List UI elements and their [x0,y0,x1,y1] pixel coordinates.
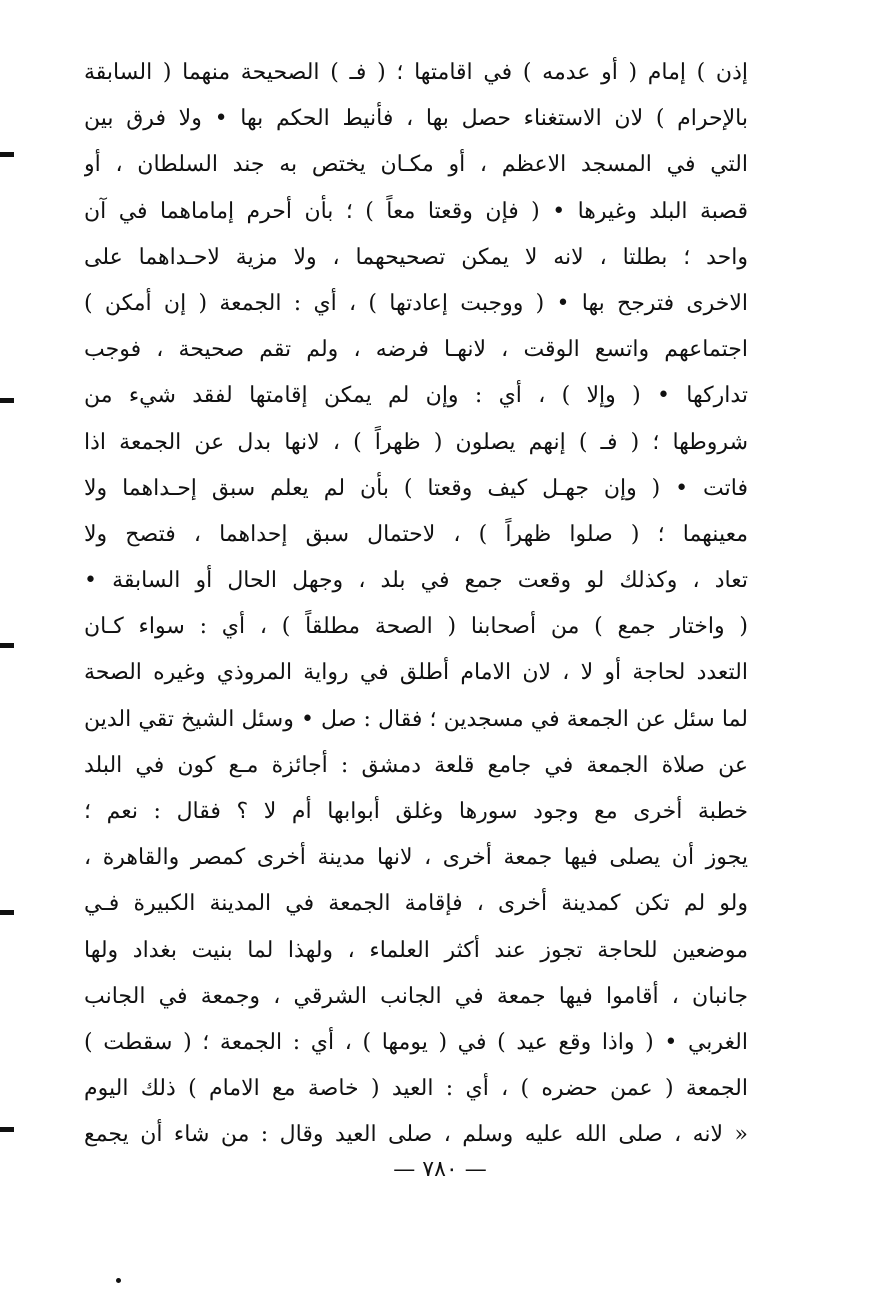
text-line: الجمعة ( عمن حضره ) ، أي : العيد ( خاصة مع الامام ) ذلك اليوم [84,1076,748,1102]
margin-mark [0,1127,14,1132]
margin-mark [0,643,14,648]
text-line: عن صلاة الجمعة في جامع قلعة دمشق : أجائزة مـع كون في البلد [84,752,748,778]
text-line: قصبة البلد وغيرها • ( فإن وقعتا معاً ) ؛ بأن أحرم إماماهما في آن [84,198,748,224]
text-line: موضعين للحاجة تجوز عند أكثر العلماء ، ولهذا لما بنيت بغداد ولها [84,937,748,963]
page-text-block [84,50,748,1159]
text-line: تعاد ، وكذلك لو وقعت جمع في بلد ، وجهل الحال أو السابقة • [84,568,748,594]
text-line: خطبة أخرى مع وجود سورها وغلق أبوابها أم لا ؟ فقال : نعم ؛ [84,799,748,824]
text-line: يجوز أن يصلى فيها جمعة أخرى ، لانها مدينة أخرى كمصر والقاهرة ، [84,845,748,871]
text-line: ( واختار جمع ) من أصحابنا ( الصحة مطلقاً ) ، أي : سواء كـان [84,614,748,640]
text-line: واحد ؛ بطلتا ، لانه لا يمكن تصحيحهما ، ولا مزية لاحـداهما على [84,244,748,270]
text-line: فاتت • ( وإن جهـل كيف وقعتا ) بأن لم يعلم سبق إحـداهما ولا [84,475,748,501]
text-line: الاخرى فترجح بها • ( ووجبت إعادتها ) ، أي : الجمعة ( إن أمكن ) [84,290,748,316]
text-line: بالإحرام ) لان الاستغناء حصل بها ، فأنيط الحكم بها • ولا فرق بين [84,106,748,132]
text-line: تداركها • ( وإلا ) ، أي : وإن لم يمكن إقامتها لفقد شيء من [84,383,748,409]
text-line: معينهما ؛ ( صلوا ظهراً ) ، لاحتمال سبق إحداهما ، فتصح ولا [84,521,748,547]
page-number: — ٧٨٠ — [393,1157,487,1182]
text-line: اجتماعهم واتسع الوقت ، لانهـا فرضه ، ولم تقم صحيحة ، فوجب [84,337,748,363]
text-line: ولو لم تكن كمدينة أخرى ، فإقامة الجمعة في المدينة الكبيرة فـي [84,891,748,917]
margin-mark [0,398,14,403]
text-line: التي في المسجد الاعظم ، أو مكـان يختص به جند السلطان ، أو [84,152,748,178]
text-line: شروطها ؛ ( فـ ) إنهم يصلون ( ظهراً ) ، لانها بدل عن الجمعة اذا [84,429,748,455]
ink-speck [116,1278,121,1283]
text-line: لما سئل عن الجمعة في مسجدين ؛ فقال : صل • وسئل الشيخ تقي الدين [84,706,748,732]
text-line: التعدد لحاجة أو لا ، لان الامام أطلق في رواية المروذي وغيره الصحة [84,660,748,686]
margin-mark [0,152,14,157]
text-line: إذن ) إمام ( أو عدمه ) في اقامتها ؛ ( فـ ) الصحيحة منهما ( السابقة [84,60,748,85]
text-line: الغربي • ( واذا وقع عيد ) في ( يومها ) ، أي : الجمعة ؛ ( سقطت ) [84,1029,748,1055]
text-line: « لانه ، صلى الله عليه وسلم ، صلى العيد وقال : من شاء أن يجمع [84,1122,748,1148]
margin-mark [0,910,14,915]
text-line: جانبان ، أقاموا فيها جمعة في الجانب الشرقي ، وجمعة في الجانب [84,983,748,1009]
